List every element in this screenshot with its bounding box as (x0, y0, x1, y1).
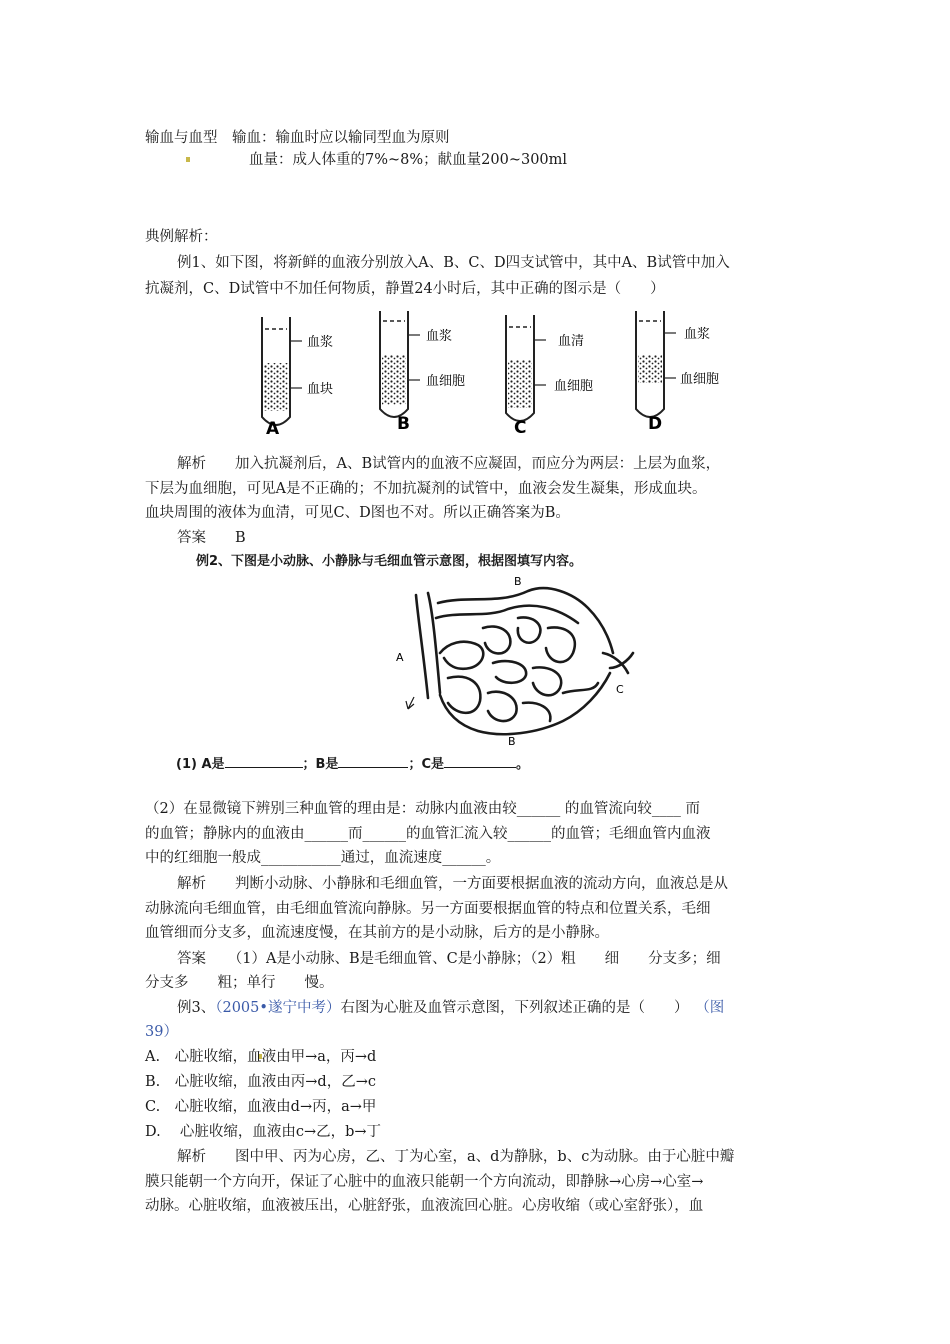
tube-d (636, 311, 719, 434)
bullet-dot (186, 157, 190, 162)
tube-a-bottom-label: 血块 (307, 382, 334, 397)
tube-b-bottom-label: 血细胞 (426, 374, 466, 389)
tube-b-letter: B (397, 414, 410, 434)
ex1-question-2: 抗凝剂，C、D试管中不加任何物质，静置24小时后，其中正确的图示是（ ） (145, 281, 665, 297)
tube-b-top-label: 血浆 (426, 329, 453, 344)
ex3-source: （2005•遂宁中考） (215, 1000, 341, 1016)
q1-part-c: ；C是 (408, 757, 444, 772)
tube-d-letter: D (648, 414, 663, 434)
q1-part-b: ；B是 (302, 757, 339, 772)
ex2-question-1 (176, 753, 529, 776)
ex3-option-a: A. 心脏收缩，血液由甲→a，丙→d (145, 1049, 377, 1065)
ex2-title: 例2、下图是小动脉、小静脉与毛细血管示意图，根据图填写内容。 (196, 554, 583, 569)
vessel-label-c: C (616, 683, 624, 696)
flow-arrow-icon (406, 697, 414, 709)
blank-b[interactable] (338, 753, 408, 768)
ex1-analysis-2: 下层为血细胞，可见A是不正确的；不加抗凝剂的试管中，血液会发生凝集，形成血块。 (145, 481, 707, 497)
section-title: 典例解析： (145, 229, 218, 245)
ex3-option-d: D. 心脏收缩，血液由c→乙，b→丁 (145, 1124, 382, 1140)
tube-d-top-label: 血浆 (684, 327, 711, 342)
ex1-answer: 答案 B (177, 530, 246, 546)
q1-part-a: (1) A是 (176, 757, 225, 772)
ex2-analysis-3: 血管细而分支多，血流速度慢，在其前方的是小动脉，后方的是小静脉。 (145, 925, 609, 941)
header-line-1 (145, 127, 450, 149)
ex3-analysis-2: 膜只能朝一个方向开，保证了心脏中的血液只能朝一个方向流动，即静脉→心房→心室→ (145, 1174, 704, 1190)
ex1-analysis-1: 解析 加入抗凝剂后，A、B试管内的血液不应凝固，而应分为两层：上层为血浆， (177, 456, 721, 472)
ex3-analysis-3: 动脉。心脏收缩，血液被压出，心脏舒张，血液流回心脏。心房收缩（或心室舒张），血 (145, 1198, 704, 1214)
vessel-label-a: A (396, 651, 404, 664)
ex3-question-main: 右图为心脏及血管示意图，下列叙述正确的是（ ） (340, 1000, 689, 1016)
header-topic: 输血与血型 (145, 130, 218, 146)
tube-a (262, 317, 333, 435)
header-line-2: 血量：成人体重的7%~8%；献血量200~300ml (249, 152, 568, 168)
ex2-analysis-1: 解析 判断小动脉、小静脉和毛细血管，一方面要根据血液的流动方向，血液总是从 (177, 876, 728, 892)
ex3-figure-ref: （图 (702, 1000, 725, 1016)
ex2-answer-1: 答案 （1）A是小动脉、B是毛细血管、C是小静脉；（2）粗 细 分支多；细 (177, 951, 721, 967)
ex1-question-1: 例1、如下图，将新鲜的血液分别放入A、B、C、D四支试管中，其中A、B试管中加入 (177, 255, 730, 271)
ex2-question-2-line-1: （2）在显微镜下辨别三种血管的理由是：动脉内血液由较______ 的血管流向较____ 而 (145, 801, 700, 817)
ex2-vessel-figure (388, 573, 638, 748)
header-transfusion: 输血：输血时应以输同型血为原则 (232, 130, 450, 146)
vessel-label-b-top: B (514, 575, 522, 588)
ex1-test-tubes-figure (240, 305, 760, 435)
vessel-label-b-bottom: B (508, 735, 516, 748)
tube-a-letter: A (266, 419, 280, 435)
ex2-analysis-2: 动脉流向毛细血管，由毛细血管流向静脉。另一方面要根据血管的特点和位置关系，毛细 (145, 901, 711, 917)
tube-d-bottom-label: 血细胞 (680, 372, 720, 387)
ex1-analysis-3: 血块周围的液体为血清，可见C、D图也不对。所以正确答案为B。 (145, 505, 570, 521)
ex3-question (177, 997, 724, 1019)
tube-b (380, 311, 465, 434)
ex3-prefix: 例3、 (177, 1000, 216, 1016)
tube-c-top-label: 血清 (558, 334, 585, 349)
q1-part-d: 。 (515, 757, 529, 772)
blank-a[interactable] (225, 753, 303, 768)
tube-c-bottom-label: 血细胞 (554, 379, 594, 394)
ex2-question-2-line-3: 中的红细胞一般成___________通过，血流速度______。 (145, 850, 501, 866)
ex3-figure-ref-2: 39） (145, 1024, 178, 1040)
blank-c[interactable] (444, 753, 516, 768)
ex3-option-c: C. 心脏收缩，血液由d→丙，a→甲 (145, 1099, 377, 1115)
tube-c-letter: C (514, 418, 527, 435)
ex3-option-b: B. 心脏收缩，血液由丙→d，乙→c (145, 1074, 376, 1090)
ex2-answer-2: 分支多 粗；单行 慢。 (145, 975, 334, 991)
ex3-analysis-1: 解析 图中甲、丙为心房，乙、丁为心室，a、d为静脉，b、c为动脉。由于心脏中瓣 (177, 1149, 735, 1165)
ex2-question-2-line-2: 的血管；静脉内的血液由______而______的血管汇流入较______的血管；毛细血管内血液 (145, 826, 711, 842)
tube-c (506, 315, 593, 435)
tube-a-top-label: 血浆 (307, 335, 334, 350)
